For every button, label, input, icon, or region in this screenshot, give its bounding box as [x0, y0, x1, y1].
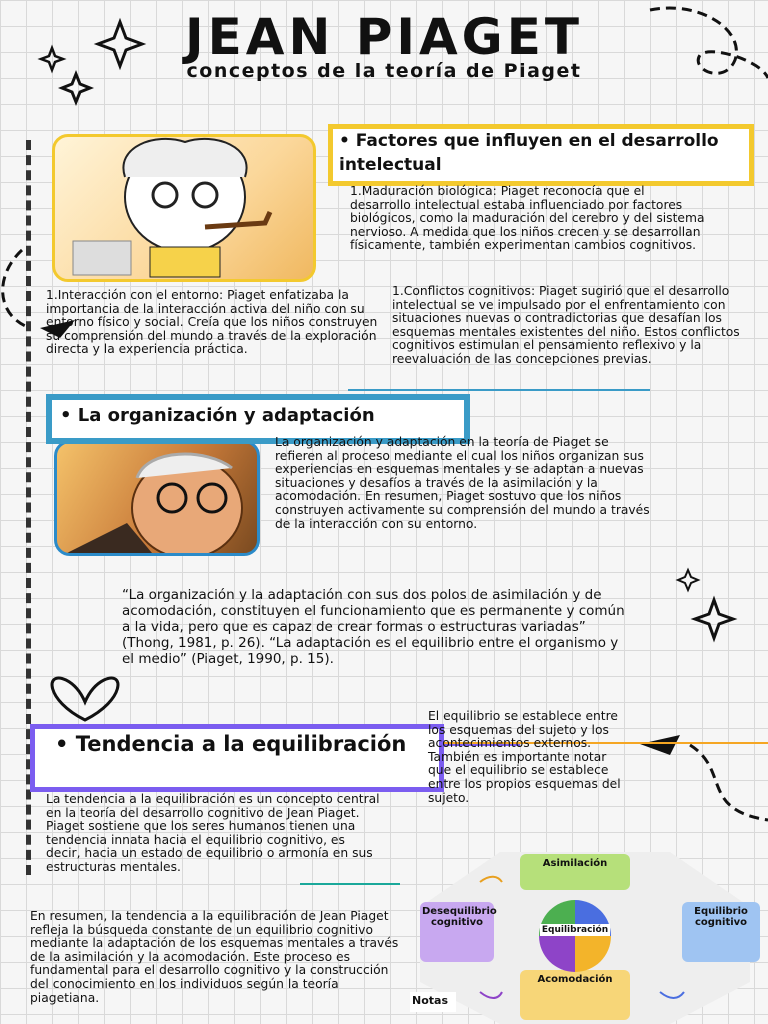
- tendencia-text: La tendencia a la equilibración es un concepto central en la teoría del desarrollo cognitivo de Jean Piaget. Piaget sostiene que los seres humanos tienen una tendencia innata hacia el equilibrio cognitivo, es decir, hacia un estado de equilibrio o armonía en sus estructuras mentales.: [46, 792, 380, 874]
- equilibrio-label: Equilibrio cognitivo: [694, 906, 748, 928]
- heart-icon: [52, 678, 118, 720]
- maduracion-text: 1.Maduración biológica: Piaget reconocía que el desarrollo intelectual estaba influenciado por factores biológicos, como la maduración del cerebro y del sistema nervioso. A medida que los niños crecen y se desarrollan físicamente, también experimentan cambios cognitivos.: [350, 184, 705, 253]
- factores-title: • Factores que influyen en el desarrollo intelectual: [328, 124, 754, 186]
- notas-logo: Notas: [412, 994, 448, 1007]
- organizacion-quote: “La organización y la adaptación con sus dos polos de asimilación y de acomodación, constituyen el funcionamiento que es permanente y común a la vida, pero que es capaz de crear formas o estructuras variadas” (Thong, 1981, p. 26). “La adaptación es el equilibrio entre el organismo y el medio” (Piaget, 1990, p. 15).: [122, 587, 625, 667]
- acomodacion-label: Acomodación: [537, 974, 613, 985]
- sparkle-icon: [695, 600, 733, 638]
- piaget-caricature: [52, 134, 316, 282]
- piaget-photo: [54, 440, 260, 556]
- organizacion-text: La organización y adaptación en la teoría de Piaget se refieren al proceso mediante el cual los niños organizan sus experiencias en esquemas mentales y se adaptan a nuevas situaciones y desafíos a través de la asimilación y la acomodación. En resumen, Piaget sostuvo que los niños construyen activamente su comprensión del mundo a través de la interacción con su entorno.: [275, 435, 650, 531]
- arrow-icon: [640, 735, 680, 755]
- page-subtitle: conceptos de la teoría de Piaget: [186, 60, 582, 82]
- tendencia-title: • Tendencia a la equilibración: [30, 724, 444, 792]
- portrait-icon: [57, 443, 257, 553]
- equilibracion-label: Equilibración: [541, 925, 609, 935]
- interaccion-text: 1.Interacción con el entorno: Piaget enfatizaba la importancia de la interacción activa del niño con su entorno físico y social. Creía que los niños construyen su comprensión del mundo a través de la exploración directa y la experiencia práctica.: [46, 288, 378, 357]
- page-title: JEAN PIAGET: [185, 8, 583, 66]
- conflictos-text: 1.Conflictos cognitivos: Piaget sugirió que el desarrollo intelectual se ve impulsado por el enfrentamiento con situaciones nuevas o contradictorias que desafían los esquemas mentales existentes del niño. Estos conflictos cognitivos estimulan el pensamiento reflexivo y la reevaluación de las concepciones previas.: [392, 284, 740, 366]
- caricature-icon: [55, 137, 313, 279]
- equilibrio-text: El equilibrio se establece entre los esquemas del sujeto y los acontecimientos externos. También es importante notar que el equilibrio se establece entre los propios esquemas del sujeto.: [428, 709, 621, 805]
- desequilibrio-label: Desequilibrio cognitivo: [422, 906, 497, 928]
- diagram-shapes: [400, 852, 768, 1024]
- resumen-text: En resumen, la tendencia a la equilibración de Jean Piaget refleja la búsqueda constante de un equilibrio cognitivo mediante la adaptación de los esquemas mentales a través de la asimilación y la acomodación. Este proceso es fundamental para el desarrollo cognitivo y la construcción del conocimiento en los individuos según la teoría piagetiana.: [30, 909, 399, 1005]
- asimilacion-label: Asimilación: [542, 858, 608, 869]
- squiggle-line: [690, 745, 768, 820]
- squiggle-line: [3, 250, 30, 328]
- sparkle-icon: [678, 570, 698, 590]
- organizacion-title: • La organización y adaptación: [46, 394, 470, 444]
- equilibration-diagram: [400, 852, 768, 1024]
